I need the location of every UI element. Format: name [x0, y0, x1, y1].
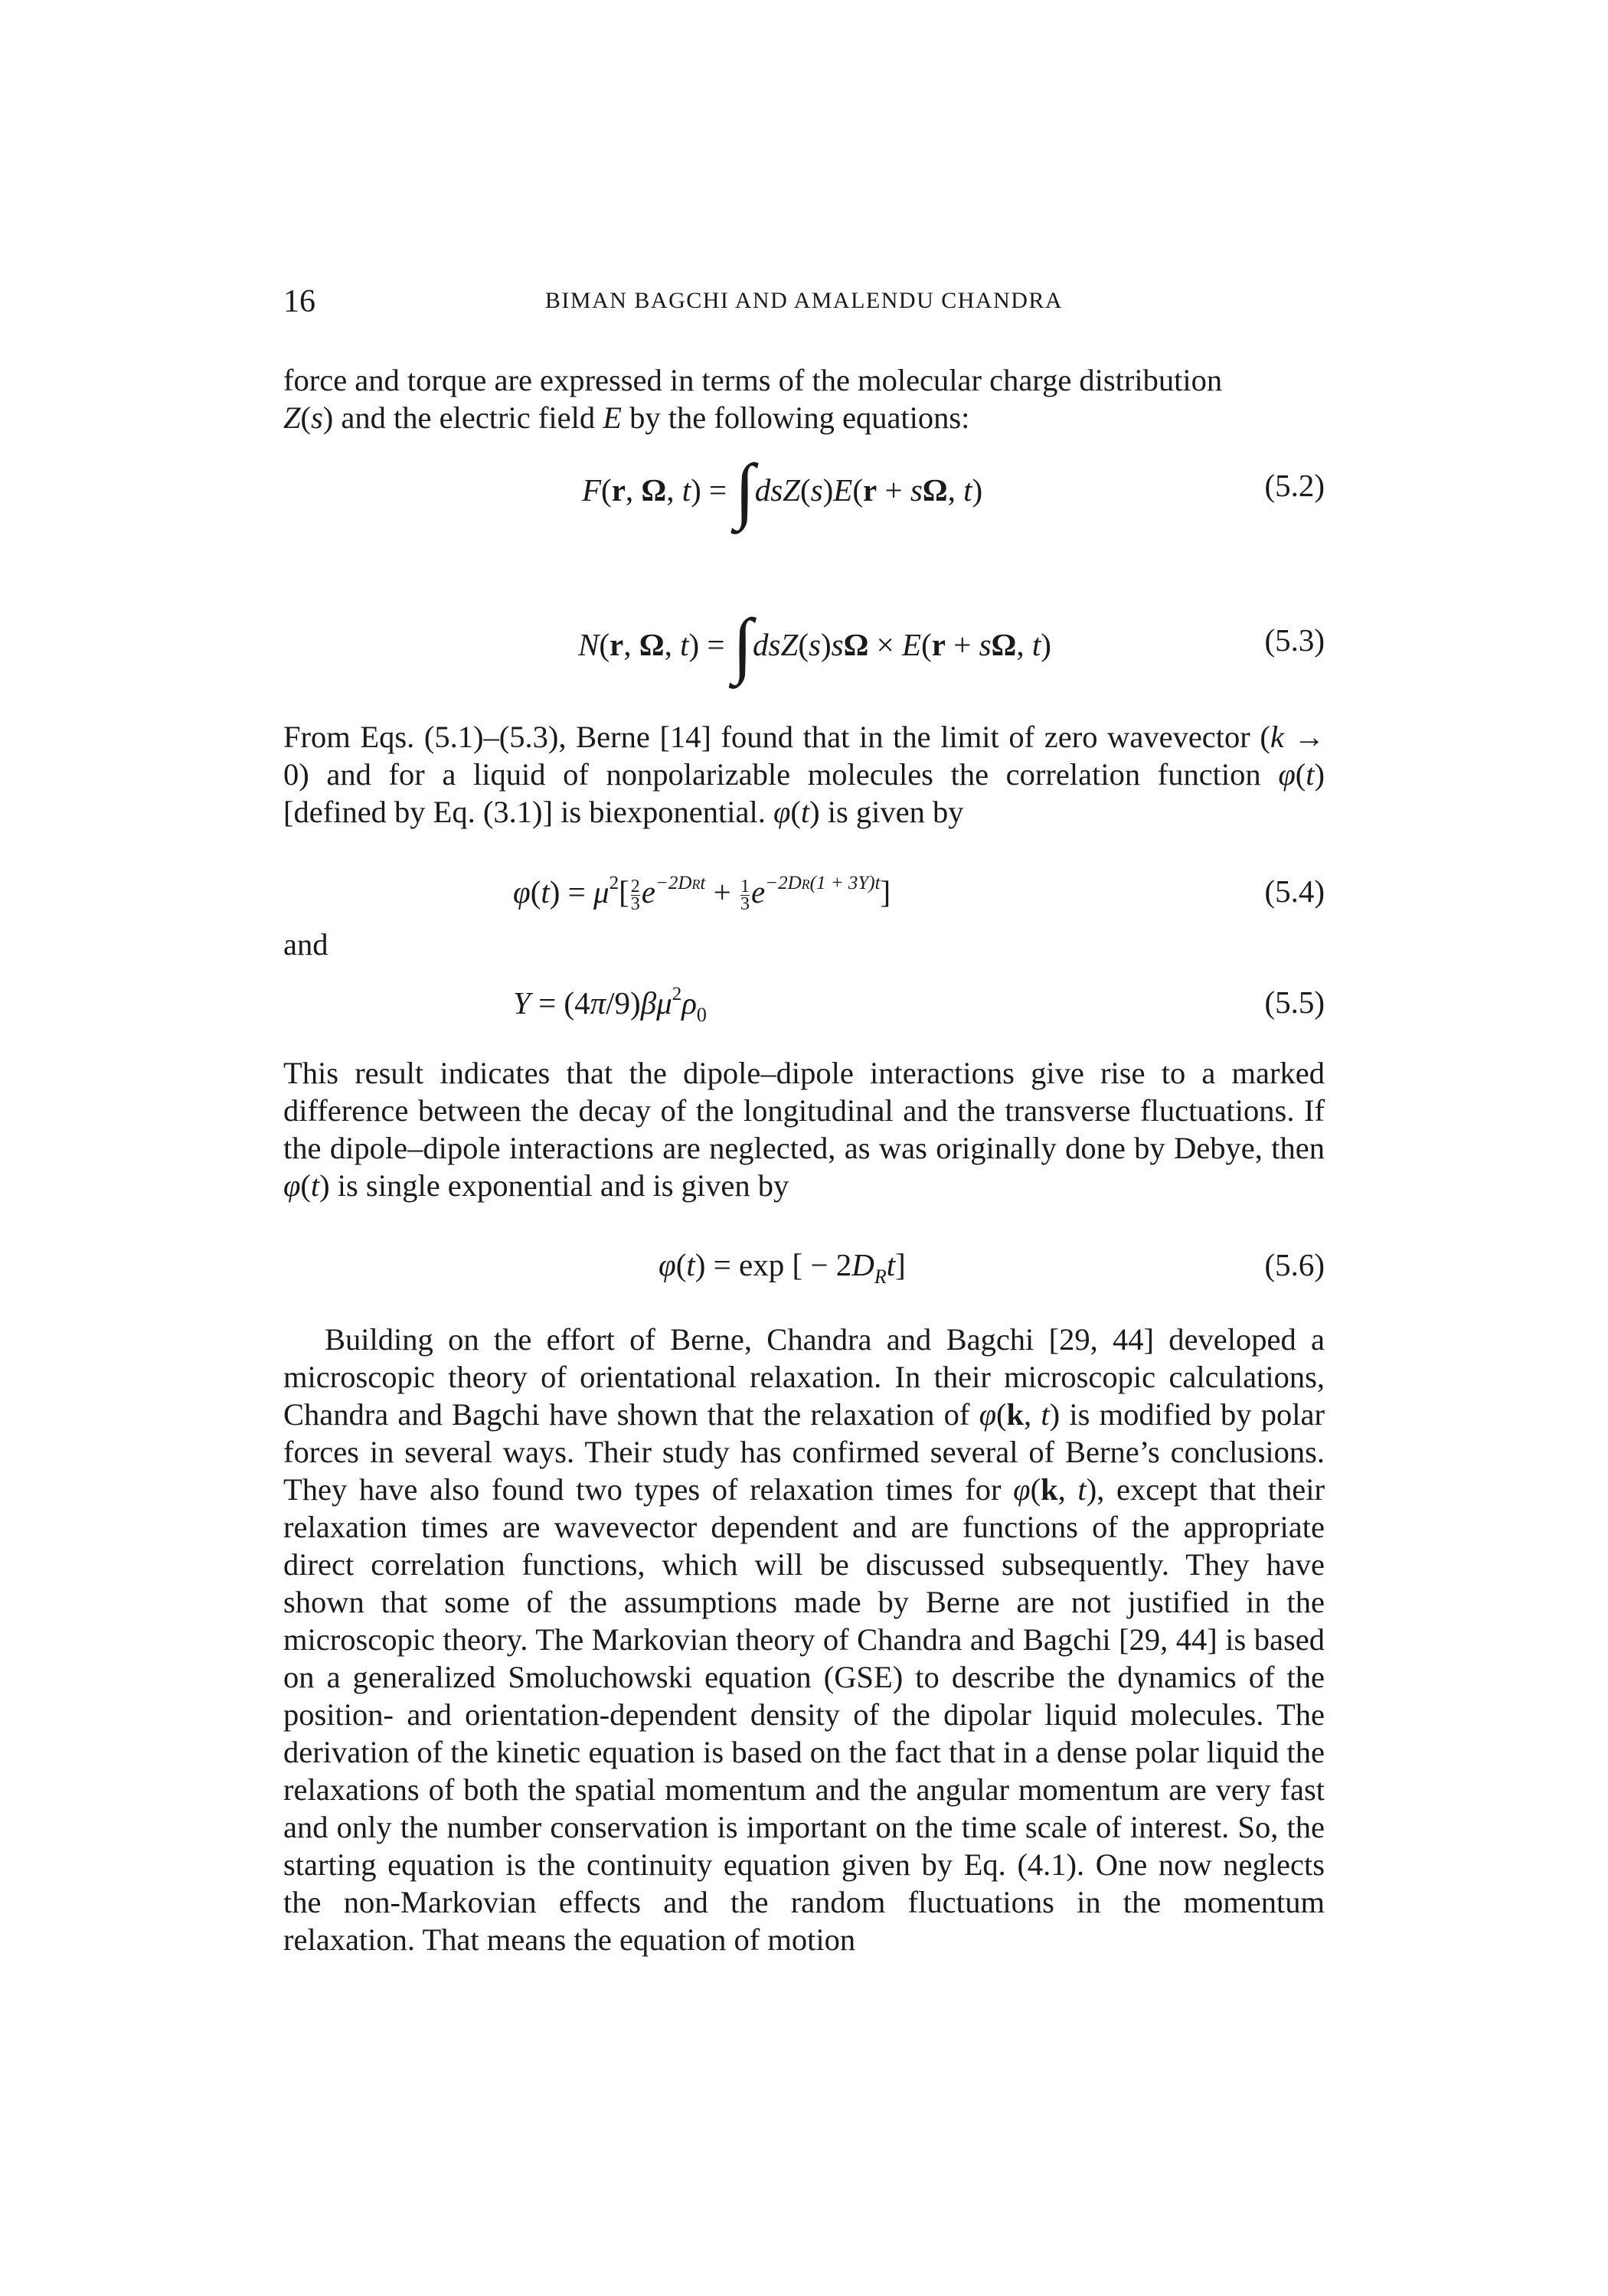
intro-paragraph: force and torque are expressed in terms of the molecular charge distribution Z(s) and the electric field E by the following equations: — [283, 363, 1223, 435]
equation-5-4 — [283, 873, 1325, 934]
text-segment: is given by — [819, 795, 964, 829]
equation-number: (5.2) — [1264, 468, 1325, 503]
equation-5-6 — [283, 1246, 1325, 1308]
equation-5-2 — [283, 449, 1325, 531]
equation-number: (5.4) — [1264, 874, 1325, 909]
equation-number: (5.6) — [1264, 1247, 1325, 1282]
equation-5-3 — [283, 603, 1325, 685]
equation-number: (5.5) — [1264, 985, 1325, 1020]
page-number: 16 — [283, 284, 315, 319]
intro-line-2-end: by the following equations: — [622, 400, 970, 435]
text-segment: is modified by polar forces in several ways. Their study has confirmed several of Berne’s conclusions. They have also found two types of relaxation times for — [283, 1397, 1325, 1507]
text-segment: From Eqs. (5.1)–(5.3), Berne [14] found that in the limit of zero wavevector ( — [283, 720, 1270, 754]
text-segment: , except that their relaxation times are wavevector dependent and are functions of the appropriate direct correlation functions, which will be discussed subsequently. They have shown that some of the assumptions made by Berne are not justified in the microscopic theory. The Markovian theory of Chandra and Bagchi [29, 44] is based on a generalized Smoluchowski equation (GSE) to describe the dynamics of the position- and orientation-dependent density of the dipolar liquid molecules. The derivation of the kinetic equation is based on the fact that in a dense polar liquid the relaxations of both the spatial momentum and the angular momentum are very fast and only the number conservation is important on the time scale of interest. So, the starting equation is the continuity equation given by Eq. (4.1). One now neglects the non-Markovian effects and the random fluctuations in the momentum relaxation. That means the equation of motion — [283, 1472, 1325, 1957]
equation-5-2-body: F(r, Ω, t) = ∫dsZ(s)E(r + sΩ, t) — [582, 449, 983, 531]
running-head: BIMAN BAGCHI AND AMALENDU CHANDRA — [544, 288, 1064, 313]
intro-line-1: force and torque are expressed in terms of the molecular charge distribution — [283, 363, 1223, 397]
equation-5-6-body: φ(t) = exp [ − $2D_Rt$] — [659, 1247, 906, 1288]
text-segment: Building on the effort of Berne, Chandra and Bagchi [29, 44] developed a microscopic theory of orientational relaxation. In their microscopic calculations, Chandra and Bagchi have shown that the relaxation of — [283, 1322, 1325, 1432]
text-segment: is single exponential and is given by — [329, 1168, 789, 1203]
equation-5-5-body: $Y = (4\pi/9)\beta\mu^2\rho_0$ — [513, 984, 707, 1026]
berne-paragraph: From Eqs. (5.1)–(5.3), Berne [14] found that in the limit of zero wavevector (k → 0) and for a liquid of nonpolarizable molecules the correlation function φ(t) [defined by Eq. (3.1)] is biexponential. φ(t) is given by — [283, 720, 1325, 829]
equation-number: (5.3) — [1264, 622, 1325, 658]
page-header — [283, 283, 1325, 329]
equation-5-4-body: $\varphi(t) = \mu^2[\frac{2}{3}$ $e^{-2DRt} + \frac{1}{3}$ $e^{-2DR(1 + 3Y)t}$] — [513, 873, 891, 915]
text-segment: ) and for a liquid of nonpolarizable molecules the correlation function — [299, 757, 1279, 792]
intro-line-2: and the electric field — [333, 400, 603, 435]
building-paragraph: Building on the effort of Berne, Chandra and Bagchi [29, 44] developed a microscopic theory of orientational relaxation. In their microscopic calculations, Chandra and Bagchi have shown that the relaxation of φ(k, t) is modified by polar forces in several ways. Their study has confirmed several of Berne’s conclusions. They have also found two types of relaxation times for φ(k, t), except that their relaxation times are wavevector dependent and are functions of the appropriate direct correlation functions, which will be discussed subsequently. They have shown that some of the assumptions made by Berne are not justified in the microscopic theory. The Markovian theory of Chandra and Bagchi [29, 44] is based on a generalized Smoluchowski equation (GSE) to describe the dynamics of the position- and orientation-dependent density of the dipolar liquid molecules. The derivation of the kinetic equation is based on the fact that in a dense polar liquid the relaxations of both the spatial momentum and the angular momentum are very fast and only the number conservation is important on the time scale of interest. So, the starting equation is the continuity equation given by Eq. (4.1). One now neglects the non-Markovian effects and the random fluctuations in the momentum relaxation. That means the equation of motion — [283, 1322, 1325, 1957]
equation-5-3-body: N(r, Ω, t) = ∫dsZ(s)sΩ × E(r + sΩ, t) — [578, 603, 1051, 685]
equation-5-5 — [283, 984, 1325, 1045]
text-segment: This result indicates that the dipole–dipole interactions give rise to a marked difference between the decay of the longitudinal and the transverse fluctuations. If the dipole–dipole interactions are neglected, as was originally done by Debye, then — [283, 1056, 1325, 1165]
and-connector: and — [283, 927, 328, 962]
result-paragraph: This result indicates that the dipole–dipole interactions give rise to a marked difference between the decay of the longitudinal and the transverse fluctuations. If the dipole–dipole interactions are neglected, as was originally done by Debye, then φ(t) is single exponential and is given by — [283, 1056, 1325, 1203]
text-segment: [defined by Eq. (3.1)] is biexponential. — [283, 795, 773, 829]
